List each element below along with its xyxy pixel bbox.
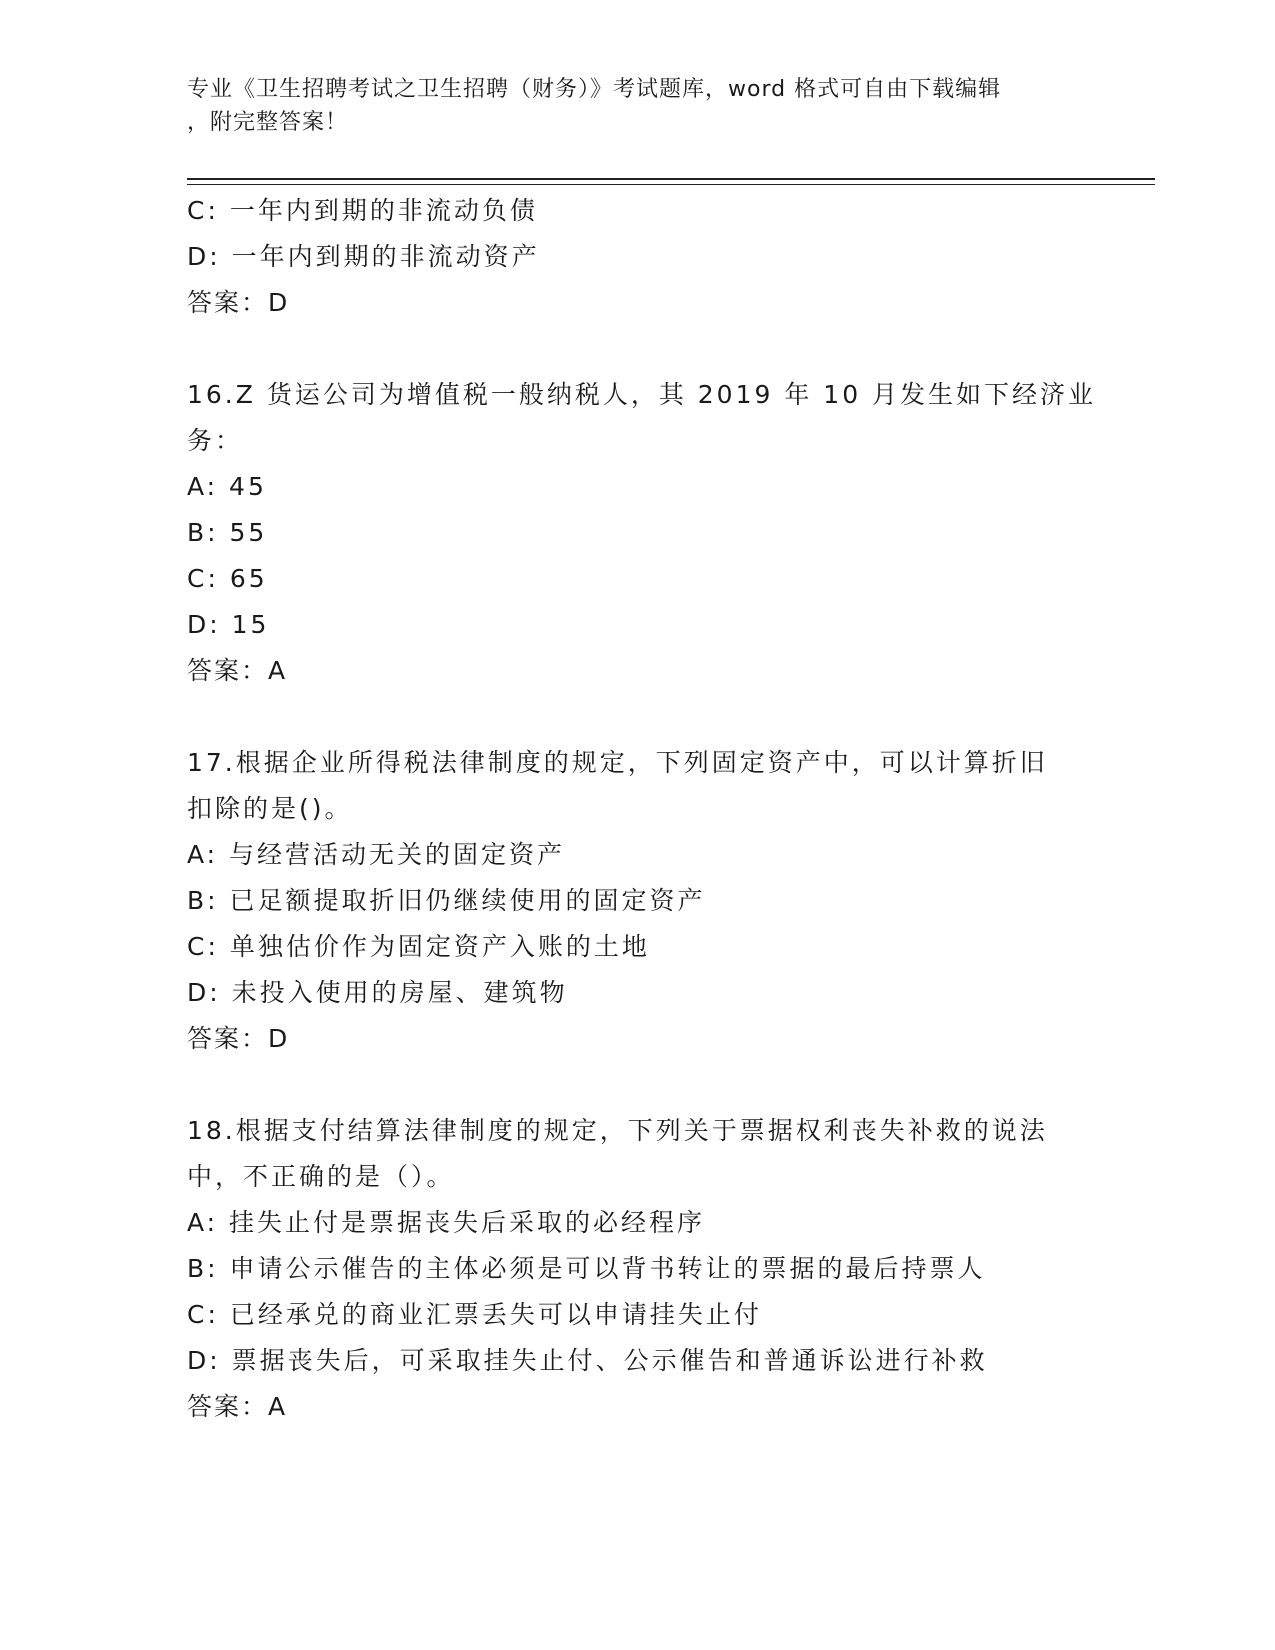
header-line-2: ，附完整答案！ [187, 110, 349, 135]
question-17 [187, 740, 1087, 1062]
answer-line: 答案：A [187, 1392, 288, 1421]
option-a: A: 45 [187, 472, 267, 501]
option-c: C: 65 [187, 564, 268, 593]
question-18 [187, 1108, 1087, 1430]
option-d: D: 未投入使用的房屋、建筑物 [187, 978, 568, 1007]
question-stem-line-2: 扣除的是()。 [187, 794, 353, 823]
option-d: D: 15 [187, 610, 270, 639]
previous-question-tail [187, 188, 1087, 326]
question-content [187, 188, 1097, 1430]
question-stem-line-2: 中，不正确的是（）。 [187, 1162, 455, 1191]
option-d: D: 票据丧失后，可采取挂失止付、公示催告和普通诉讼进行补救 [187, 1346, 988, 1375]
option-d: D: 一年内到期的非流动资产 [187, 242, 540, 271]
question-16 [187, 372, 1097, 694]
option-c: C: 单独估价作为固定资产入账的土地 [187, 932, 650, 961]
header-divider-thick [187, 178, 1155, 180]
question-stem-line-1: 18.根据支付结算法律制度的规定，下列关于票据权利丧失补救的说法 [187, 1116, 1048, 1145]
question-spacer [187, 694, 1087, 740]
question-stem-line-1: 17.根据企业所得税法律制度的规定，下列固定资产中，可以计算折旧 [187, 748, 1048, 777]
option-c: C: 一年内到期的非流动负债 [187, 196, 538, 225]
document-header [187, 73, 1087, 139]
option-c: C: 已经承兑的商业汇票丢失可以申请挂失止付 [187, 1300, 762, 1329]
header-line-1: 专业《卫生招聘考试之卫生招聘（财务）》考试题库，word 格式可自由下载编辑 [187, 77, 1002, 102]
answer-line: 答案：A [187, 656, 288, 685]
option-a: A: 挂失止付是票据丧失后采取的必经程序 [187, 1208, 706, 1237]
option-b: B: 已足额提取折旧仍继续使用的固定资产 [187, 886, 706, 915]
option-b: B: 55 [187, 518, 268, 547]
question-stem-line-1: 16.Z 货运公司为增值税一般纳税人，其 2019 年 10 月发生如下经济业 [187, 380, 1097, 409]
option-a: A: 与经营活动无关的固定资产 [187, 840, 566, 869]
question-stem-line-2: 务： [187, 426, 244, 455]
header-divider-thin [187, 184, 1155, 185]
answer-line: 答案：D [187, 1024, 290, 1053]
answer-line: 答案：D [187, 288, 290, 317]
option-b: B: 申请公示催告的主体必须是可以背书转让的票据的最后持票人 [187, 1254, 986, 1283]
question-spacer [187, 1062, 1087, 1108]
question-spacer [187, 326, 1087, 372]
